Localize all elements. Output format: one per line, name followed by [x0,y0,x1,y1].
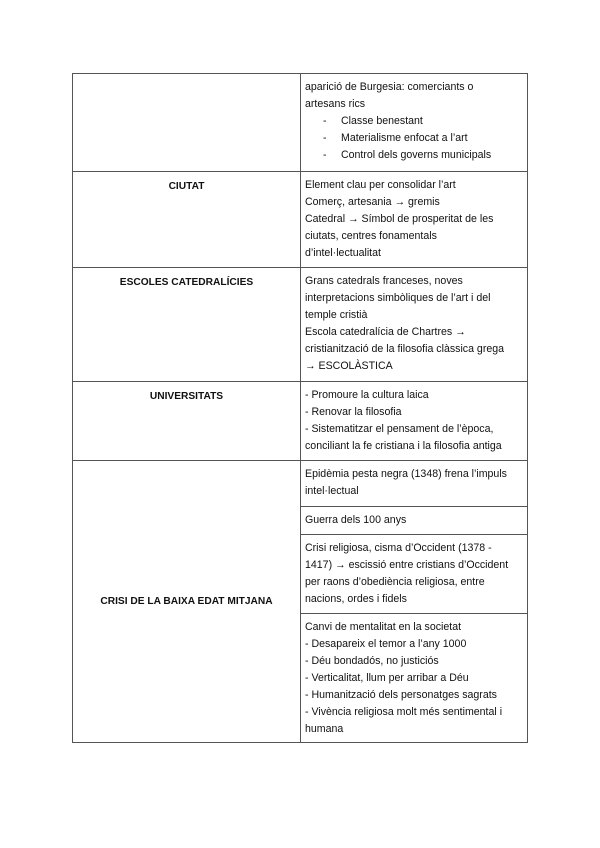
content-line: Catedral → Símbol de prosperitat de les [305,213,494,225]
content-line: - Humanització dels personatges sagrats [305,689,497,701]
row-content [301,172,528,268]
row-content [301,268,528,382]
table-row [73,172,528,268]
dash-list [305,113,523,164]
list-item: - Classe benestant [323,115,423,127]
content-line: aparició de Burgesia: comerciants o [305,81,474,93]
row-content [301,382,528,461]
content-line: - Renovar la filosofia [305,406,402,418]
content-table [72,73,528,743]
content-line: Crisi religiosa, cisma d’Occident (1378 - [305,542,492,554]
content-line: ciutats, centres fonamentals [305,230,437,242]
table-row [73,268,528,382]
content-line: artesans rics [305,98,366,110]
content-line: temple cristià [305,309,368,321]
table-row [73,382,528,461]
content-line: Guerra dels 100 anys [305,514,407,526]
list-item: - Control dels governs municipals [323,149,492,161]
content-line: Grans catedrals franceses, noves [305,275,463,287]
row-heading [73,74,301,172]
content-line: Epidèmia pesta negra (1348) frena l’impuls [305,468,507,480]
content-line: - Verticalitat, llum per arribar a Déu [305,672,469,684]
content-line: intel·lectual [305,485,359,497]
content-line: nacions, ordes i fidels [305,593,407,605]
content-line: Comerç, artesania → gremis [305,196,440,208]
content-line: cristianització de la filosofia clàssica grega [305,343,505,355]
content-line: conciliant la fe cristiana i la filosofia antiga [305,440,502,452]
content-line: Canvi de mentalitat en la societat [305,621,462,633]
table-row [73,74,528,172]
content-line: 1417) → escissió entre cristians d’Occident [305,559,509,571]
content-line: - Déu bondadós, no justiciós [305,655,439,667]
row-content [301,535,528,614]
content-line: Element clau per consolidar l’art [305,179,456,191]
content-line: interpretacions simbòliques de l’art i del [305,292,491,304]
content-line: humana [305,723,344,735]
content-line: - Promoure la cultura laica [305,389,429,401]
row-content [301,461,528,507]
content-line: - Vivència religiosa molt més sentimental i [305,706,503,718]
row-heading: CIUTAT [73,172,301,268]
row-content [301,614,528,743]
row-content [301,507,528,535]
content-line: Escola catedralícia de Chartres → [305,326,466,338]
content-line: - Sistematitzar el pensament de l’època, [305,423,494,435]
list-item: - Materialisme enfocat a l’art [323,132,468,144]
content-line: - Desapareix el temor a l’any 1000 [305,638,467,650]
row-heading: UNIVERSITATS [73,382,301,461]
content-line: d’intel·lectualitat [305,247,381,259]
row-content [301,74,528,172]
row-heading: CRISI DE LA BAIXA EDAT MITJANA [73,461,301,743]
row-heading: ESCOLES CATEDRALÍCIES [73,268,301,382]
content-line: per raons d’obediència religiosa, entre [305,576,485,588]
content-line: → ESCOLÀSTICA [305,360,393,372]
table-row [73,461,528,507]
